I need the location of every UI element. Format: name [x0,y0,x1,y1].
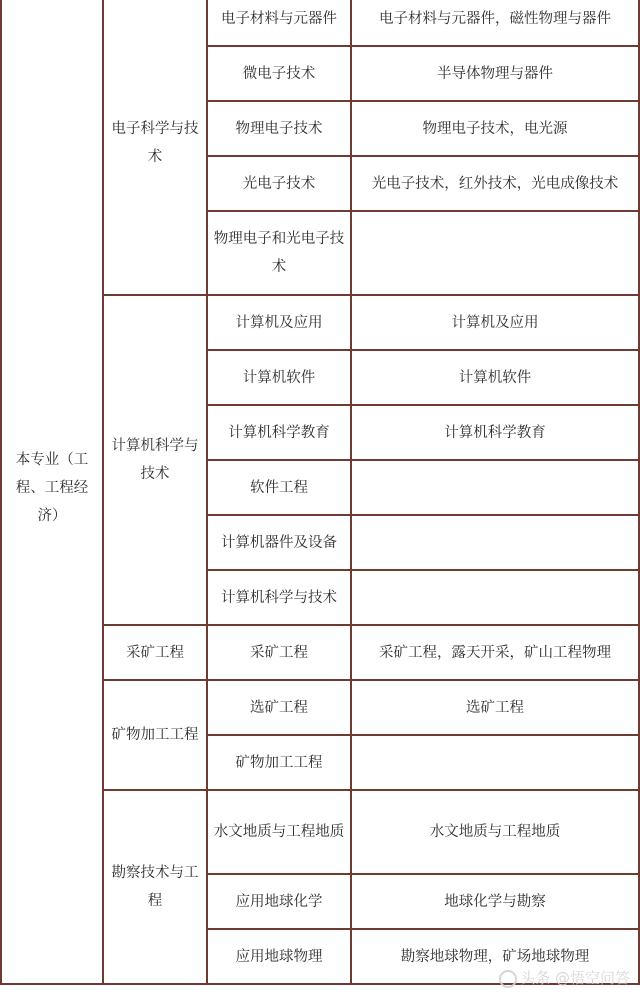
old-major-cell [352,212,640,296]
major-cell: 应用地球化学 [208,875,352,930]
old-major-cell: 计算机及应用 [352,296,640,351]
major-cell: 电子材料与元器件 [208,0,352,47]
old-major-cell: 地球化学与勘察 [352,875,640,930]
old-major-cell: 计算机软件 [352,351,640,406]
old-major-cell: 水文地质与工程地质 [352,791,640,875]
old-major-cell: 电子材料与元器件，磁性物理与器件 [352,0,640,47]
watermark [499,967,630,988]
group-name: 电子科学与技术 [104,0,208,296]
old-major-cell: 勘察地球物理，矿场地球物理 [352,930,640,985]
major-cell: 计算机科学教育 [208,406,352,461]
major-cell: 计算机软件 [208,351,352,406]
major-cell: 矿物加工工程 [208,736,352,791]
old-major-cell [352,571,640,626]
level-cell: 本专业（工程、工程经济） [0,0,104,985]
major-cell: 应用地球物理 [208,930,352,985]
old-major-cell [352,461,640,516]
major-cell: 物理电子和光电子技术 [208,212,352,296]
group-name: 勘察技术与工程 [104,791,208,985]
old-major-cell: 采矿工程，露天开采，矿山工程物理 [352,626,640,681]
major-cell: 采矿工程 [208,626,352,681]
old-major-cell [352,516,640,571]
major-cell: 水文地质与工程地质 [208,791,352,875]
old-major-cell: 半导体物理与器件 [352,47,640,102]
major-cell: 光电子技术 [208,157,352,212]
major-cell: 计算机科学与技术 [208,571,352,626]
watermark-logo-icon [499,970,517,988]
group-name: 采矿工程 [104,626,208,681]
old-major-cell: 选矿工程 [352,681,640,736]
old-major-cell: 光电子技术，红外技术，光电成像技术 [352,157,640,212]
major-cell: 选矿工程 [208,681,352,736]
major-cell: 微电子技术 [208,47,352,102]
major-cell: 计算机及应用 [208,296,352,351]
major-cell: 计算机器件及设备 [208,516,352,571]
old-major-cell: 物理电子技术，电光源 [352,102,640,157]
old-major-cell: 计算机科学教育 [352,406,640,461]
major-cell: 物理电子技术 [208,102,352,157]
group-name: 矿物加工工程 [104,681,208,791]
old-major-cell [352,736,640,791]
major-cell: 软件工程 [208,461,352,516]
watermark-text: 头条 @悟空问答 [520,969,630,987]
group-name: 计算机科学与技术 [104,296,208,626]
